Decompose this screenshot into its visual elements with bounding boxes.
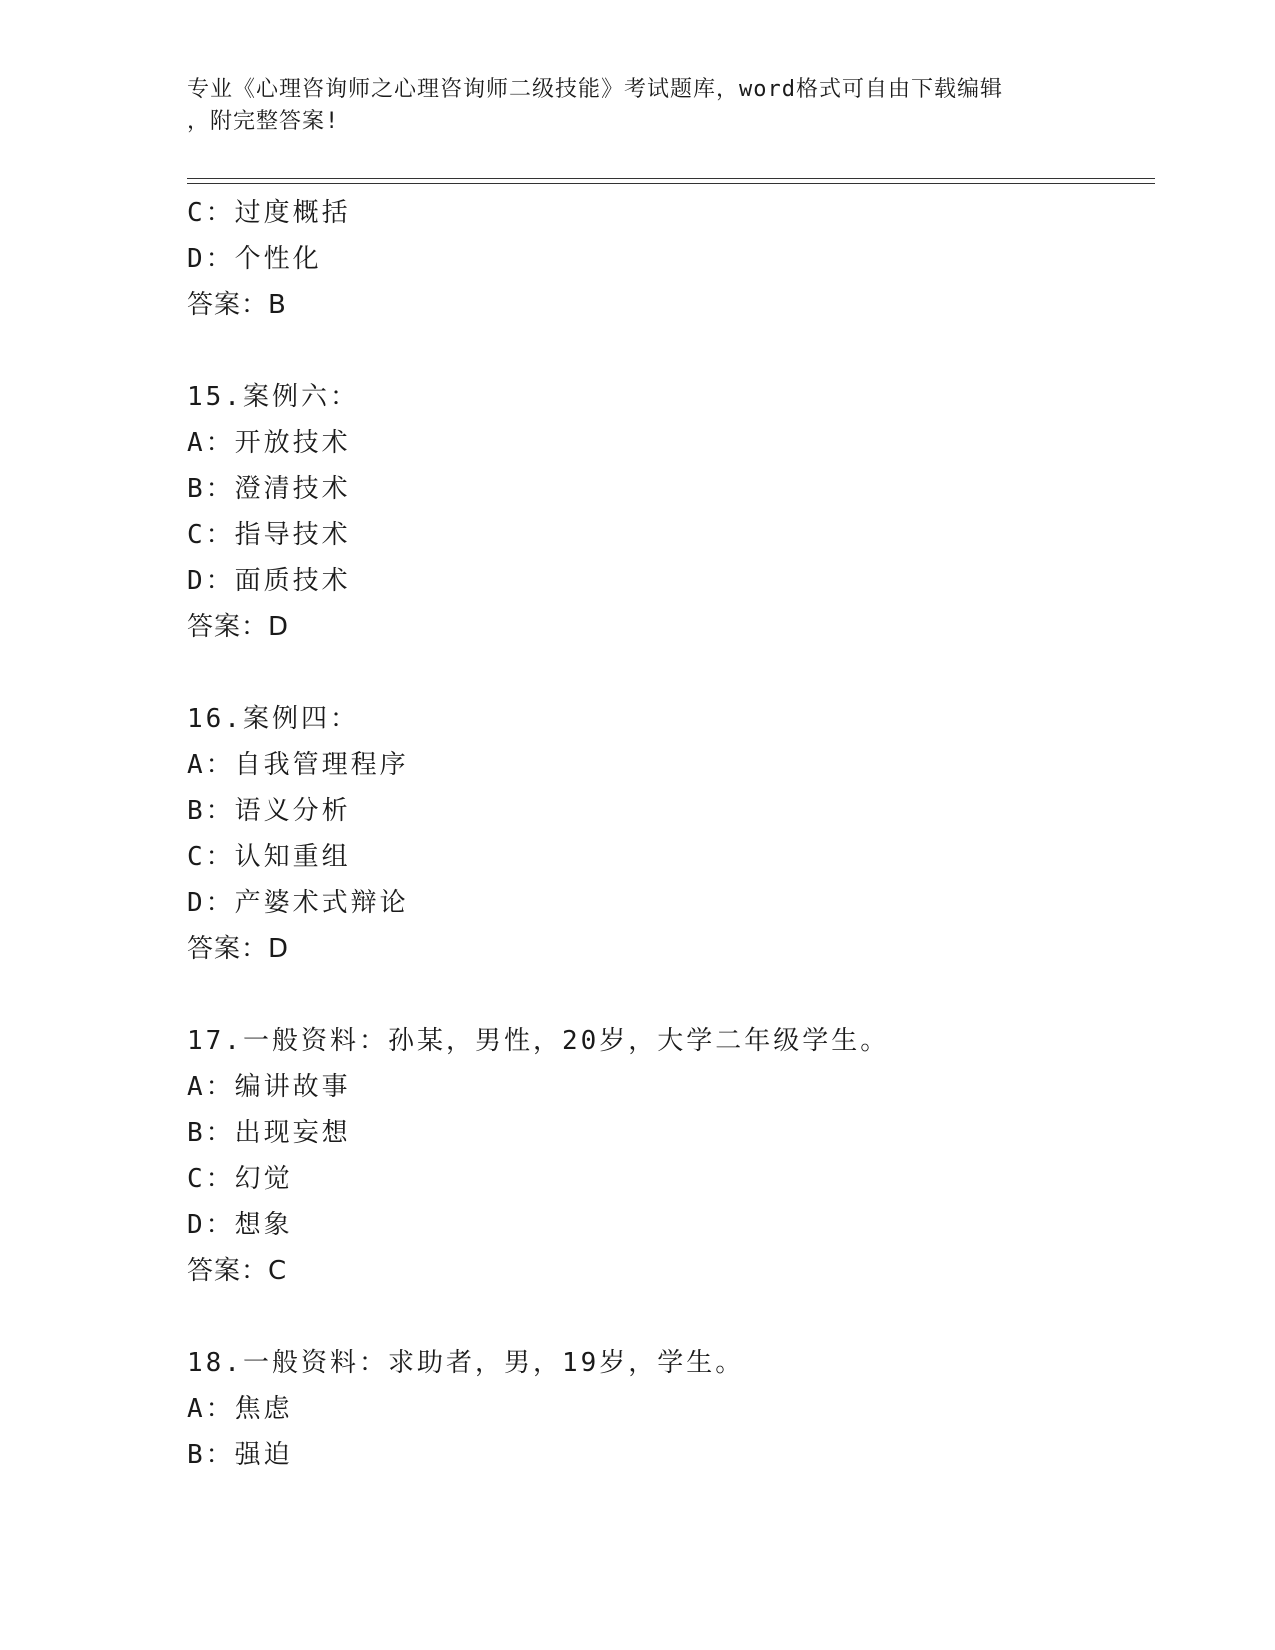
answer-line: 答案：B — [187, 290, 287, 320]
question-list — [187, 190, 1147, 1478]
question-title: 18.一般资料：求助者，男，19岁，学生。 — [187, 1348, 745, 1378]
option-line: D：想象 — [187, 1210, 293, 1240]
header-divider-bottom — [187, 183, 1155, 184]
option-line: B：澄清技术 — [187, 474, 351, 504]
answer-line: 答案：D — [187, 612, 290, 642]
option-line: D：产婆术式辩论 — [187, 888, 409, 918]
answer-line: 答案：C — [187, 1256, 288, 1286]
option-line: C：过度概括 — [187, 198, 351, 228]
header-line-2: ，附完整答案! — [187, 109, 340, 134]
option-line: C：幻觉 — [187, 1164, 293, 1194]
question-title: 16.案例四： — [187, 704, 359, 734]
option-line: A：开放技术 — [187, 428, 351, 458]
option-line: B：语义分析 — [187, 796, 351, 826]
option-line: A：自我管理程序 — [187, 750, 409, 780]
question-title: 15.案例六： — [187, 382, 359, 412]
question-title: 17.一般资料：孙某，男性，20岁，大学二年级学生。 — [187, 1026, 890, 1056]
spacer — [187, 650, 1147, 696]
header-divider-top — [187, 178, 1155, 179]
option-line: A：焦虑 — [187, 1394, 293, 1424]
option-line: B：出现妄想 — [187, 1118, 351, 1148]
option-line: C：指导技术 — [187, 520, 351, 550]
option-line: B：强迫 — [187, 1440, 293, 1470]
option-line: C：认知重组 — [187, 842, 351, 872]
option-line: A：编讲故事 — [187, 1072, 351, 1102]
option-line: D：面质技术 — [187, 566, 351, 596]
page-header — [187, 74, 1067, 138]
header-line-1: 专业《心理咨询师之心理咨询师二级技能》考试题库，word格式可自由下载编辑 — [187, 77, 1003, 102]
spacer — [187, 972, 1147, 1018]
spacer — [187, 328, 1147, 374]
answer-line: 答案：D — [187, 934, 290, 964]
spacer — [187, 1294, 1147, 1340]
option-line: D：个性化 — [187, 244, 322, 274]
